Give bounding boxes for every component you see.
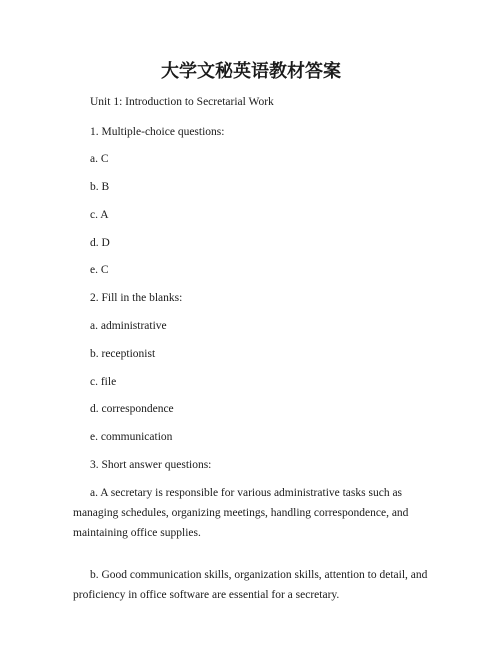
fill-answer-e: e. communication xyxy=(90,431,173,443)
unit-heading: Unit 1: Introduction to Secretarial Work xyxy=(90,96,274,108)
fill-answer-d: d. correspondence xyxy=(90,403,174,415)
document-title: 大学文秘英语教材答案 xyxy=(161,61,341,82)
fill-answer-a: a. administrative xyxy=(90,320,167,332)
mc-answer-d: d. D xyxy=(90,237,110,249)
section-heading-short-answer: 3. Short answer questions: xyxy=(90,459,212,471)
mc-answer-c: c. A xyxy=(90,209,109,221)
section-heading-multiple-choice: 1. Multiple-choice questions: xyxy=(90,126,225,138)
short-answer-a: a. A secretary is responsible for various administrative tasks such as managing schedules, organizing meetings, handling correspondence, and maintaining office supplies. xyxy=(73,487,409,539)
mc-answer-a: a. C xyxy=(90,153,109,165)
fill-answer-c: c. file xyxy=(90,376,117,388)
section-heading-fill-blanks: 2. Fill in the blanks: xyxy=(90,292,183,304)
short-answer-b: b. Good communication skills, organization skills, attention to detail, and proficiency in office software are essential for a secretary. xyxy=(73,569,428,601)
mc-answer-e: e. C xyxy=(90,264,109,276)
mc-answer-b: b. B xyxy=(90,181,110,193)
fill-answer-b: b. receptionist xyxy=(90,348,156,360)
